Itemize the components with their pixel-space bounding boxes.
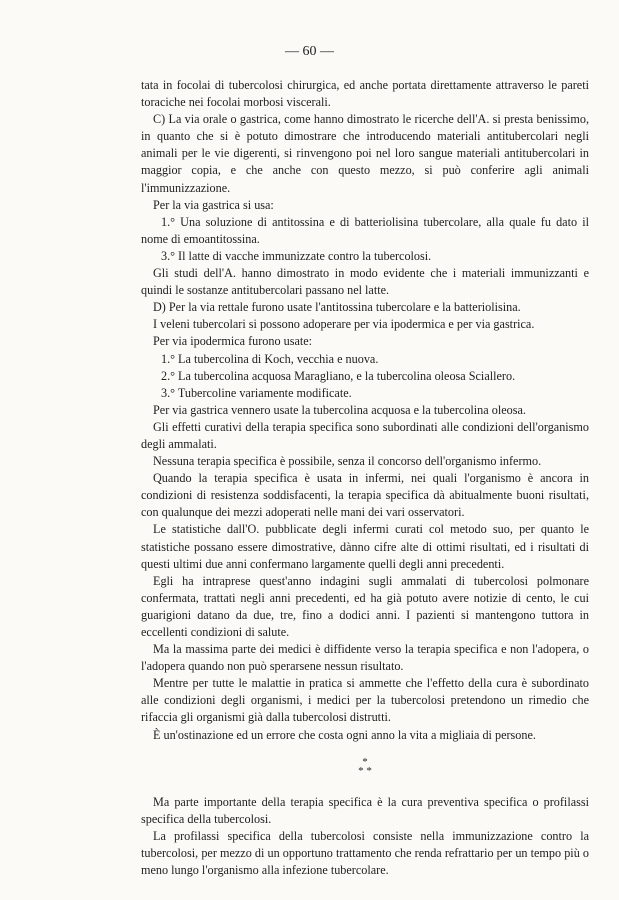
paragraph: Per via ipodermica furono usate:: [153, 334, 313, 349]
paragraph: Ma la massima parte dei medici è diffidente verso la terapia specifica e non l'adopera, o l'adopera quando non può sperarsene nessun risultato.: [141, 642, 589, 674]
separator-star-bottom: * *: [358, 764, 372, 777]
paragraph: Per via gastrica vennero usate la tubercolina acquosa e la tubercolina oleosa.: [153, 402, 526, 417]
paragraph: Gli studi dell'A. hanno dimostrato in modo evidente che i materiali immunizzanti e quindi le sostanze antitubercolari passano nel latte.: [141, 266, 589, 298]
paragraph: Nessuna terapia specifica è possibile, senza il concorso dell'organismo infermo.: [153, 454, 542, 469]
section-separator: [141, 755, 589, 777]
paragraph: Le statistiche dall'O. pubblicate degli infermi curati col metodo suo, per quanto le statistiche possano essere dimostrative, dànno cifre alte di ottimi risultati, ed i risultati di questi ultimi due anni confermano largamente quelli degli anni precedenti.: [141, 522, 589, 571]
paragraph: La profilassi specifica della tubercolosi consiste nella immunizzazione contro la tubercolosi, per mezzo di un opportuno trattamento che renda refrattario per un tempo più o meno lungo l'organismo alla infezione tubercolare.: [141, 828, 589, 878]
paragraph: 1.° Una soluzione di antitossina e di batteriolisina tubercolare, alla quale fu dato il nome di emoantitossina.: [141, 214, 589, 246]
paragraph: Mentre per tutte le malattie in pratica si ammette che l'effetto della cura è subordinato alle condizioni degli organismi, i medici per la tubercolosi pretendono un rimedio che rifaccia gli organismi già dalla tubercolosi distrutti.: [141, 676, 589, 725]
paragraph: 3.° Il latte di vacche immunizzate contro la tubercolosi.: [161, 248, 432, 263]
paragraph: C) La via orale o gastrica, come hanno dimostrato le ricerche dell'A. si presta benissimo, in quanto che si è potuto dimostrare che introducendo materiali antitubercolari negli animali per le vie digerenti, si rinvengono poi nel loro sangue materiali antitubercolari in maggior copia, e che anche con questo mezzo, si può conferire agli animali l'immunizzazione.: [141, 112, 589, 195]
paragraph: tata in focolai di tubercolosi chirurgica, ed anche portata direttamente attraverso le pareti toraciche nei focolai morbosi viscerali.: [141, 78, 589, 110]
separator-star-top: *: [362, 755, 368, 768]
paragraph: Per la via gastrica si usa:: [153, 197, 274, 212]
paragraph: 3.° Tubercoline variamente modificate.: [161, 385, 352, 400]
paragraph: Gli effetti curativi della terapia specifica sono subordinati alle condizioni dell'organismo degli ammalati.: [141, 419, 589, 451]
paragraph: È un'ostinazione ed un errore che costa ogni anno la vita a migliaia di persone.: [153, 727, 536, 742]
body-text: [141, 77, 589, 879]
paragraph: 2.° La tubercolina acquosa Maragliano, e la tubercolina oleosa Sciallero.: [161, 368, 516, 383]
paragraph: 1.° La tubercolina di Koch, vecchia e nuova.: [161, 351, 379, 366]
paragraph: Quando la terapia specifica è usata in infermi, nei quali l'organismo è ancora in condizioni di resistenza soddisfacenti, la terapia specifica dà abitualmente buoni risultati, con qualunque dei mezzi adoperati nelle mani dei vari osservatori.: [141, 471, 589, 520]
paragraph: D) Per la via rettale furono usate l'antitossina tubercolare e la batteriolisina.: [153, 300, 521, 315]
paragraph: Ma parte importante della terapia specifica è la cura preventiva specifica o profilassi specifica della tubercolosi.: [141, 794, 589, 826]
paragraph: I veleni tubercolari si possono adoperare per via ipodermica e per via gastrica.: [153, 317, 535, 332]
page-number: — 60 —: [285, 44, 334, 59]
paragraph: Egli ha intraprese quest'anno indagini sugli ammalati di tubercolosi polmonare confermata, trattati negli anni precedenti, ed ha già potuto avere notizie di cento, le cui guarigioni datano da due, tre, fino a dodici anni. I pazienti si mantengono tuttora in eccellenti condizioni di salute.: [141, 573, 589, 639]
